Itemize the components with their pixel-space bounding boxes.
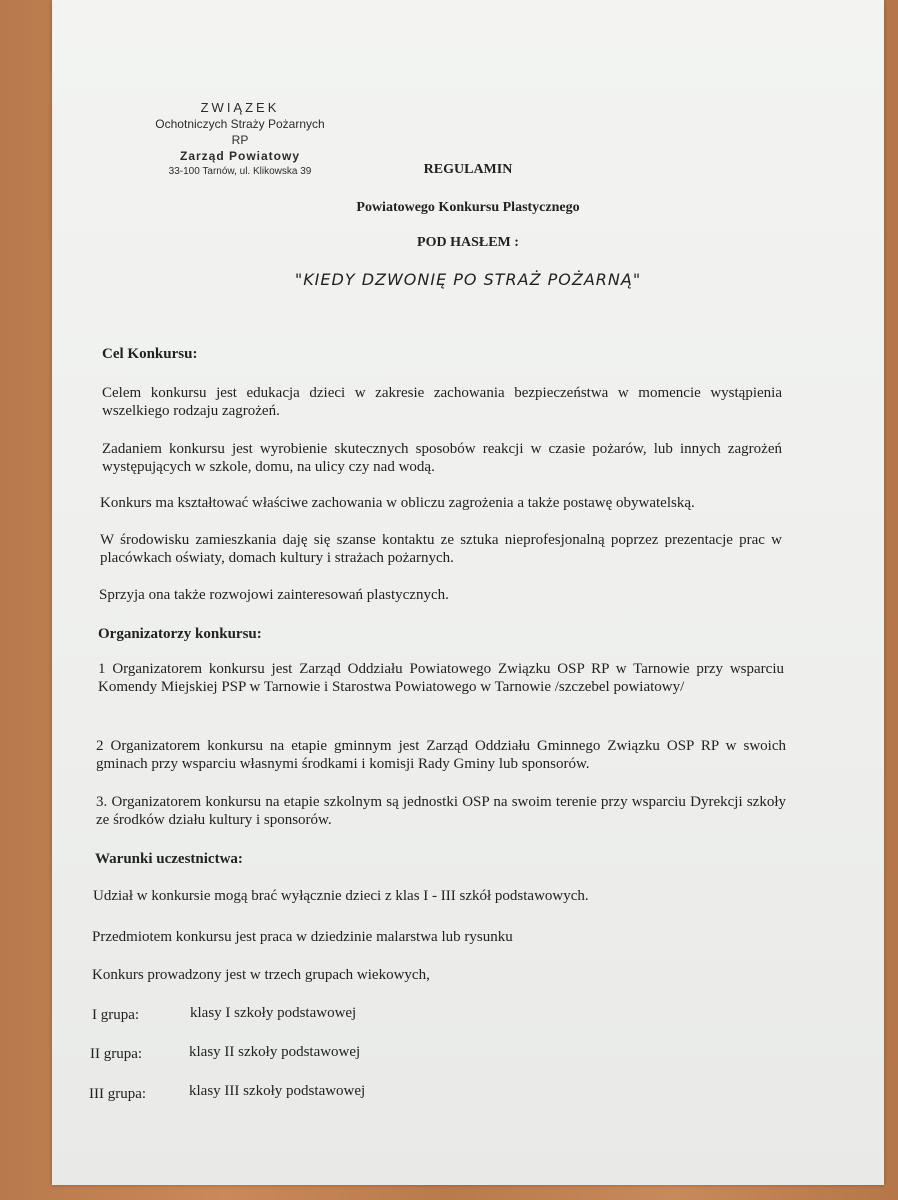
stamp-line-2: Ochotniczych Straży Pożarnych RP — [155, 117, 325, 147]
group-3-label: III grupa: — [89, 1086, 147, 1102]
goal-paragraph-2: Zadaniem konkursu jest wyrobienie skutecznych sposobów reakcji w czasie pożarów, lub innych zagrożeń występujących w szkole, domu, na ulicy czy nad wodą. — [102, 441, 782, 475]
document-under-heading: POD HASŁEM : — [417, 235, 519, 250]
organizers-paragraph-3: 3. Organizatorem konkursu na etapie szkolnym są jednostki OSP na swoim terenie przy wsparciu Dyrekcji szkoły ze środków działu kultury i sponsorów. — [96, 794, 786, 828]
stamp-line-1: ZWIĄZEK — [200, 100, 280, 115]
organizers-paragraph-2: 2 Organizatorem konkursu na etapie gminnym jest Zarząd Oddziału Gminnego Związku OSP RP w swoich gminach przy wsparciu własnymi środkami i komisji Rady Gminy lub sponsorów. — [96, 738, 786, 772]
conditions-heading: Warunki uczestnictwa: — [95, 851, 243, 867]
document-title: REGULAMIN — [423, 162, 513, 177]
group-1-description: klasy I szkoły podstawowej — [190, 1005, 357, 1021]
goal-paragraph-3: Konkurs ma kształtować właściwe zachowania w obliczu zagrożenia a także postawę obywatelską. — [100, 495, 695, 511]
goal-heading: Cel Konkursu: — [102, 346, 198, 362]
contest-slogan: "KIEDY DZWONIĘ PO STRAŻ POŻARNĄ" — [294, 270, 642, 289]
document-subtitle: Powiatowego Konkursu Plastycznego — [356, 200, 580, 215]
group-2-description: klasy II szkoły podstawowej — [189, 1044, 361, 1060]
organizers-paragraph-1: 1 Organizatorem konkursu jest Zarząd Oddziału Powiatowego Związku OSP RP w Tarnowie przy wsparciu Komendy Miejskiej PSP w Tarnowie i Starostwa Powiatowego w Tarnowie /szczebel powiatowy/ — [98, 661, 784, 695]
organizers-heading: Organizatorzy konkursu: — [98, 626, 262, 642]
goal-paragraph-5: Sprzyja ona także rozwojowi zainteresowań plastycznych. — [99, 587, 449, 603]
stamp-line-3: Zarząd Powiatowy — [179, 149, 301, 163]
conditions-paragraph-3: Konkurs prowadzony jest w trzech grupach wiekowych, — [92, 967, 430, 983]
conditions-paragraph-2: Przedmiotem konkursu jest praca w dziedzinie malarstwa lub rysunku — [92, 929, 513, 945]
goal-paragraph-4: W środowisku zamieszkania daję się szanse kontaktu ze sztuka nieprofesjonalną poprzez prezentacje prac w placówkach oświaty, domach kultury i strażach pożarnych. — [100, 532, 782, 566]
goal-paragraph-1: Celem konkursu jest edukacja dzieci w zakresie zachowania bezpieczeństwa w momencie wystąpienia wszelkiego rodzaju zagrożeń. — [102, 385, 782, 419]
group-2-label: II grupa: — [90, 1046, 143, 1062]
group-3-description: klasy III szkoły podstawowej — [189, 1083, 366, 1099]
stamp-line-4: 33-100 Tarnów, ul. Klikowska 39 — [168, 166, 312, 177]
document-page — [52, 0, 884, 1185]
group-1-label: I grupa: — [92, 1007, 140, 1023]
conditions-paragraph-1: Udział w konkursie mogą brać wyłącznie dzieci z klas I - III szkół podstawowych. — [93, 888, 589, 904]
